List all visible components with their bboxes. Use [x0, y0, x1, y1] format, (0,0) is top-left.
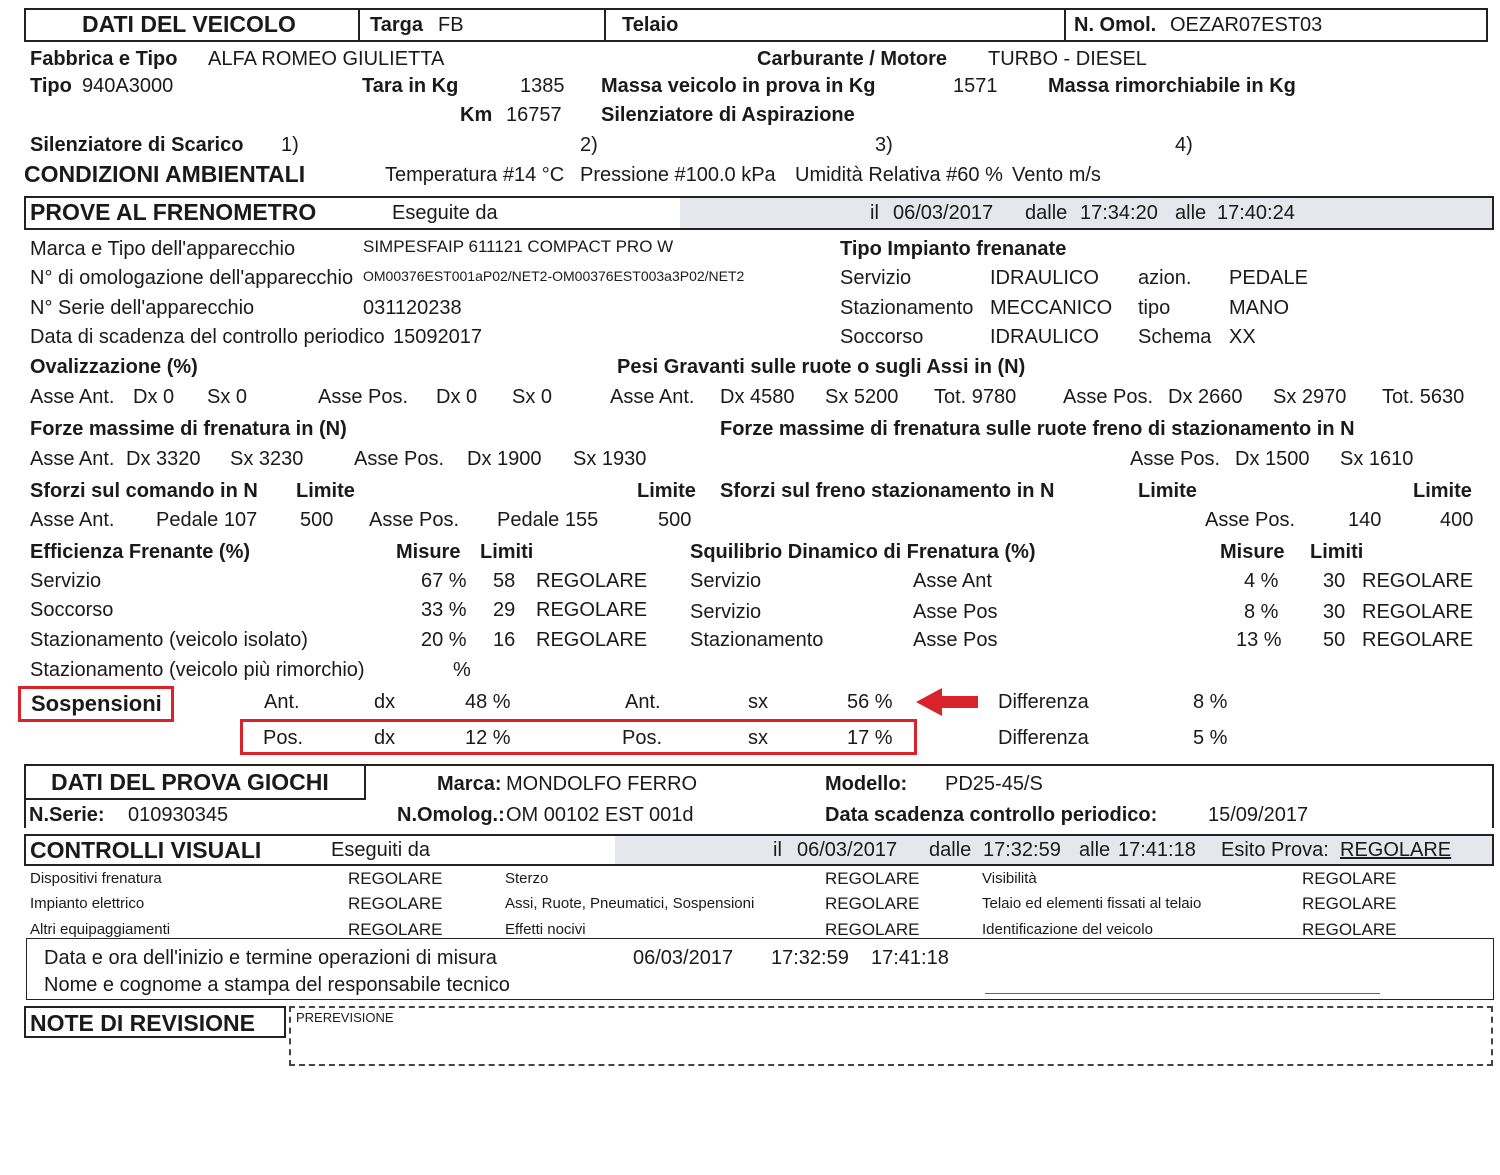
- serie-apparecchio-value: 031120238: [363, 297, 462, 319]
- efficienza-row-misura: 33 %: [421, 599, 467, 621]
- scarico-n4: 4): [1175, 134, 1193, 156]
- sosp-pos-sx: 17 %: [847, 727, 893, 749]
- sosp-diff-ant: 8 %: [1193, 691, 1228, 713]
- fabbrica-value: ALFA ROMEO GIULIETTA: [208, 48, 445, 70]
- squilibrio-row-asse: Asse Pos: [913, 601, 998, 623]
- fabbrica-label: Fabbrica e Tipo: [30, 48, 178, 70]
- squilibrio-row-esito: REGOLARE: [1362, 629, 1474, 651]
- sosp-diff-pos: 5 %: [1193, 727, 1228, 749]
- rimorchiabile-label: Massa rimorchiabile in Kg: [1048, 75, 1296, 97]
- pesi-ant-tot: Tot. 9780: [934, 386, 1017, 408]
- visuali-dalle-value: 17:32:59: [983, 839, 1061, 861]
- arrow-left-icon: [916, 688, 978, 716]
- omol-value: OEZAR07EST03: [1170, 14, 1323, 36]
- scarico-n2: 2): [580, 134, 598, 156]
- temperatura: Temperatura #14 °C: [385, 164, 565, 186]
- efficienza-row-limite: 58: [493, 570, 516, 592]
- visuali-alle-label: alle: [1079, 839, 1111, 861]
- soccorso-label: Soccorso: [840, 326, 924, 348]
- sforzi-limite-label-3: Limite: [1138, 480, 1197, 502]
- operazioni-end: 17:41:18: [871, 947, 949, 969]
- note-area: [289, 1006, 1493, 1066]
- giochi-title: DATI DEL PROVA GIOCHI: [51, 769, 329, 795]
- squilibrio-row-limite: 50: [1323, 629, 1346, 651]
- sospensioni-title: Sospensioni: [31, 691, 162, 716]
- tipo-impianto-label: tipo: [1138, 297, 1171, 319]
- sforzi-title: Sforzi sul comando in N: [30, 480, 258, 502]
- km-value: 16757: [506, 104, 562, 126]
- km-label: Km: [460, 104, 493, 126]
- carburante-value: TURBO - DIESEL: [988, 48, 1147, 70]
- oval-pos-sx: Sx 0: [512, 386, 553, 408]
- forze-staz-sx: Sx 1610: [1340, 448, 1414, 470]
- sforzi-pos-limit: 500: [658, 509, 692, 531]
- forze-title: Forze massime di frenatura in (N): [30, 418, 347, 440]
- sforzi-pos-label: Asse Pos.: [369, 509, 460, 531]
- efficienza-limiti-label: Limiti: [480, 541, 534, 563]
- efficienza-row-label: Stazionamento (veicolo isolato): [30, 629, 308, 651]
- targa-label: Targa: [370, 14, 423, 36]
- scarico-n1: 1): [281, 134, 299, 156]
- visuali-alle-value: 17:41:18: [1118, 839, 1196, 861]
- efficienza-row-limite: 16: [493, 629, 516, 651]
- squilibrio-row-tipo: Servizio: [690, 601, 762, 623]
- visuali-il-label: il: [773, 839, 782, 861]
- ambientali-title: CONDIZIONI AMBIENTALI: [24, 161, 306, 187]
- efficienza-row-limite: 29: [493, 599, 516, 621]
- oval-ant-label: Asse Ant.: [30, 386, 115, 408]
- marca-apparecchio-label: Marca e Tipo dell'apparecchio: [30, 238, 296, 260]
- sosp-pos-dx: 12 %: [465, 727, 511, 749]
- sosp-pos2-label: Pos.: [622, 727, 663, 749]
- freno-alle-label: alle: [1175, 202, 1207, 224]
- visuali-esito-label: Esito Prova:: [1221, 839, 1329, 861]
- pesi-title: Pesi Gravanti sulle ruote o sugli Assi in (N): [617, 356, 1026, 378]
- sosp-diff2-label: Differenza: [998, 727, 1089, 749]
- sosp-ant-dx: 48 %: [465, 691, 511, 713]
- sosp-pos-label: Pos.: [263, 727, 304, 749]
- pesi-pos-tot: Tot. 5630: [1382, 386, 1465, 408]
- oval-ant-dx: Dx 0: [133, 386, 175, 408]
- sosp-ant-label: Ant.: [264, 691, 300, 713]
- operazioni-date: 06/03/2017: [633, 947, 734, 969]
- squilibrio-row-esito: REGOLARE: [1362, 570, 1474, 592]
- pressione: Pressione #100.0 kPa: [580, 164, 776, 186]
- massa-label: Massa veicolo in prova in Kg: [601, 75, 876, 97]
- pesi-ant-dx: Dx 4580: [720, 386, 795, 408]
- freno-date: 06/03/2017: [893, 202, 994, 224]
- servizio-label: Servizio: [840, 267, 912, 289]
- ovalizzazione-title: Ovalizzazione (%): [30, 356, 198, 378]
- efficienza-row-label: Servizio: [30, 570, 102, 592]
- freno-dalle-label: dalle: [1025, 202, 1068, 224]
- forze-ant-label: Asse Ant.: [30, 448, 115, 470]
- visuali-esito-value: REGOLARE: [1340, 839, 1452, 861]
- pesi-ant-sx: Sx 5200: [825, 386, 899, 408]
- umidita: Umidità Relativa #60 %: [795, 164, 1003, 186]
- squilibrio-row-tipo: Servizio: [690, 570, 762, 592]
- omol-cell: [1064, 8, 1066, 42]
- giochi-scadenza-value: 15/09/2017: [1208, 804, 1309, 826]
- sosp-ant-dx-label: dx: [374, 691, 396, 713]
- sforzi-staz-pos-label: Asse Pos.: [1205, 509, 1296, 531]
- azion-label: azion.: [1138, 267, 1192, 289]
- sosp-ant-sx-label: sx: [748, 691, 768, 713]
- schema-value: XX: [1229, 326, 1256, 348]
- pesi-pos-sx: Sx 2970: [1273, 386, 1347, 408]
- giochi-modello-value: PD25-45/S: [945, 773, 1043, 795]
- efficienza-row-esito: REGOLARE: [536, 599, 648, 621]
- squilibrio-row-misura: 8 %: [1244, 601, 1279, 623]
- visuali-title: CONTROLLI VISUALI: [30, 837, 262, 863]
- giochi-modello-label: Modello:: [825, 773, 908, 795]
- giochi-marca-label: Marca:: [437, 773, 502, 795]
- sforzi-staz-limit: 400: [1440, 509, 1474, 531]
- visuali-item-label: Effetti nocivi: [505, 921, 586, 938]
- schema-label: Schema: [1138, 326, 1212, 348]
- tara-value: 1385: [520, 75, 565, 97]
- tipo-value: 940A3000: [82, 75, 174, 97]
- squilibrio-title: Squilibrio Dinamico di Frenatura (%): [690, 541, 1036, 563]
- sosp-pos-dx-label: dx: [374, 727, 396, 749]
- scadenza-label: Data di scadenza del controllo periodico: [30, 326, 385, 348]
- firma-line: [985, 993, 1380, 994]
- targa-value: FB: [438, 14, 464, 36]
- visuali-item-value: REGOLARE: [825, 869, 920, 888]
- forze-staz-dx: Dx 1500: [1235, 448, 1310, 470]
- impianto-title: Tipo Impianto frenanate: [840, 238, 1067, 260]
- efficienza-row-misura: 20 %: [421, 629, 467, 651]
- sforzi-limite-label-2: Limite: [637, 480, 696, 502]
- sforzi-ant-label: Asse Ant.: [30, 509, 115, 531]
- sforzi-ant-pedale: Pedale 107: [156, 509, 258, 531]
- scadenza-value: 15092017: [393, 326, 482, 348]
- stazionamento-value: MECCANICO: [990, 297, 1113, 319]
- squilibrio-row-misura: 4 %: [1244, 570, 1279, 592]
- scarico-n3: 3): [875, 134, 893, 156]
- visuali-item-label: Impianto elettrico: [30, 895, 145, 912]
- squilibrio-row-misura: 13 %: [1236, 629, 1282, 651]
- visuali-item-value: REGOLARE: [825, 920, 920, 939]
- sforzi-limite-label-1: Limite: [296, 480, 355, 502]
- pesi-pos-label: Asse Pos.: [1063, 386, 1154, 408]
- forze-pos-label: Asse Pos.: [354, 448, 445, 470]
- note-prerevisione: PREREVISIONE: [296, 1010, 394, 1025]
- giochi-omolog-value: OM 00102 EST 001d: [506, 804, 694, 826]
- operazioni-start: 17:32:59: [771, 947, 849, 969]
- giochi-serie-value: 010930345: [128, 804, 229, 826]
- visuali-item-label: Assi, Ruote, Pneumatici, Sospensioni: [505, 895, 755, 912]
- azion-value: PEDALE: [1229, 267, 1308, 289]
- omologazione-value: OM00376EST001aP02/NET2-OM00376EST003a3P02/NET2: [363, 268, 745, 284]
- telaio-label: Telaio: [622, 14, 679, 36]
- squilibrio-row-limite: 30: [1323, 570, 1346, 592]
- sforzi-staz-value: 140: [1348, 509, 1382, 531]
- visuali-date: 06/03/2017: [797, 839, 898, 861]
- operazioni-nome-label: Nome e cognome a stampa del responsabile tecnico: [44, 974, 510, 996]
- scarico-label: Silenziatore di Scarico: [30, 134, 244, 156]
- giochi-serie-label: N.Serie:: [29, 804, 105, 826]
- sforzi-limite-label-4: Limite: [1413, 480, 1472, 502]
- omologazione-label: N° di omologazione dell'apparecchio: [30, 267, 354, 289]
- marca-apparecchio-value: SIMPESFAIP 611121 COMPACT PRO W: [363, 237, 674, 256]
- visuali-item-value: REGOLARE: [348, 894, 443, 913]
- squilibrio-row-tipo: Stazionamento: [690, 629, 824, 651]
- sforzi-pos-pedale: Pedale 155: [497, 509, 599, 531]
- serie-apparecchio-label: N° Serie dell'apparecchio: [30, 297, 255, 319]
- giochi-marca-value: MONDOLFO FERRO: [506, 773, 698, 795]
- servizio-value: IDRAULICO: [990, 267, 1099, 289]
- soccorso-value: IDRAULICO: [990, 326, 1099, 348]
- squilibrio-limiti-label: Limiti: [1310, 541, 1364, 563]
- tara-label: Tara in Kg: [362, 75, 459, 97]
- squilibrio-row-asse: Asse Ant: [913, 570, 992, 592]
- giochi-omolog-label: N.Omolog.:: [397, 804, 505, 826]
- squilibrio-row-esito: REGOLARE: [1362, 601, 1474, 623]
- giochi-scadenza-label: Data scadenza controllo periodico:: [825, 804, 1158, 826]
- visuali-item-label: Sterzo: [505, 870, 549, 887]
- efficienza-row-misura: %: [453, 659, 471, 681]
- forze-pos-dx: Dx 1900: [467, 448, 542, 470]
- tipo-impianto-value: MANO: [1229, 297, 1289, 319]
- vento: Vento m/s: [1012, 164, 1101, 186]
- visuali-item-label: Dispositivi frenatura: [30, 870, 162, 887]
- visuali-item-value: REGOLARE: [1302, 920, 1397, 939]
- sforzi-staz-title: Sforzi sul freno stazionamento in N: [720, 480, 1055, 502]
- pesi-ant-label: Asse Ant.: [610, 386, 695, 408]
- visuali-item-label: Visibilità: [982, 870, 1037, 887]
- squilibrio-row-asse: Asse Pos: [913, 629, 998, 651]
- aspirazione-label: Silenziatore di Aspirazione: [601, 104, 855, 126]
- visuali-item-value: REGOLARE: [1302, 869, 1397, 888]
- sosp-pos-sx-label: sx: [748, 727, 768, 749]
- efficienza-title: Efficienza Frenante (%): [30, 541, 251, 563]
- forze-ant-dx: Dx 3320: [126, 448, 201, 470]
- forze-pos-sx: Sx 1930: [573, 448, 647, 470]
- forze-ant-sx: Sx 3230: [230, 448, 304, 470]
- pesi-pos-dx: Dx 2660: [1168, 386, 1243, 408]
- visuali-eseguiti-label: Eseguiti da: [331, 839, 430, 861]
- stazionamento-label: Stazionamento: [840, 297, 974, 319]
- note-title: NOTE DI REVISIONE: [30, 1010, 255, 1036]
- visuali-item-value: REGOLARE: [348, 920, 443, 939]
- omol-label: N. Omol.: [1074, 14, 1157, 36]
- sosp-diff-label: Differenza: [998, 691, 1089, 713]
- sosp-ant-sx: 56 %: [847, 691, 893, 713]
- tipo-label: Tipo: [30, 75, 72, 97]
- freno-alle-value: 17:40:24: [1217, 202, 1295, 224]
- efficienza-row-label: Stazionamento (veicolo più rimorchio): [30, 659, 365, 681]
- oval-pos-label: Asse Pos.: [318, 386, 409, 408]
- visuali-item-value: REGOLARE: [1302, 894, 1397, 913]
- oval-ant-sx: Sx 0: [207, 386, 248, 408]
- carburante-label: Carburante / Motore: [757, 48, 948, 70]
- efficienza-row-esito: REGOLARE: [536, 570, 648, 592]
- sosp-ant2-label: Ant.: [625, 691, 661, 713]
- forze-staz-title: Forze massime di frenatura sulle ruote freno di stazionamento in N: [720, 418, 1355, 440]
- veicolo-title: DATI DEL VEICOLO: [82, 11, 296, 37]
- visuali-item-label: Telaio ed elementi fissati al telaio: [982, 895, 1202, 912]
- oval-pos-dx: Dx 0: [436, 386, 478, 408]
- visuali-item-label: Altri equipaggiamenti: [30, 921, 171, 938]
- freno-il-label: il: [870, 202, 879, 224]
- efficienza-row-esito: REGOLARE: [536, 629, 648, 651]
- efficienza-row-misura: 67 %: [421, 570, 467, 592]
- massa-value: 1571: [953, 75, 998, 97]
- forze-staz-pos-label: Asse Pos.: [1130, 448, 1221, 470]
- squilibrio-row-limite: 30: [1323, 601, 1346, 623]
- visuali-item-value: REGOLARE: [348, 869, 443, 888]
- visuali-item-value: REGOLARE: [825, 894, 920, 913]
- squilibrio-misure-label: Misure: [1220, 541, 1285, 563]
- efficienza-row-label: Soccorso: [30, 599, 114, 621]
- visuali-item-label: Identificazione del veicolo: [982, 921, 1153, 938]
- visuali-dalle-label: dalle: [929, 839, 972, 861]
- sforzi-ant-limit: 500: [300, 509, 334, 531]
- sospensioni-pos-highlight-box: [240, 719, 917, 755]
- freno-eseguite-label: Eseguite da: [392, 202, 498, 224]
- operazioni-data-label: Data e ora dell'inizio e termine operazioni di misura: [44, 947, 497, 969]
- freno-title: PROVE AL FRENOMETRO: [30, 199, 317, 225]
- efficienza-misure-label: Misure: [396, 541, 461, 563]
- freno-dalle-value: 17:34:20: [1080, 202, 1158, 224]
